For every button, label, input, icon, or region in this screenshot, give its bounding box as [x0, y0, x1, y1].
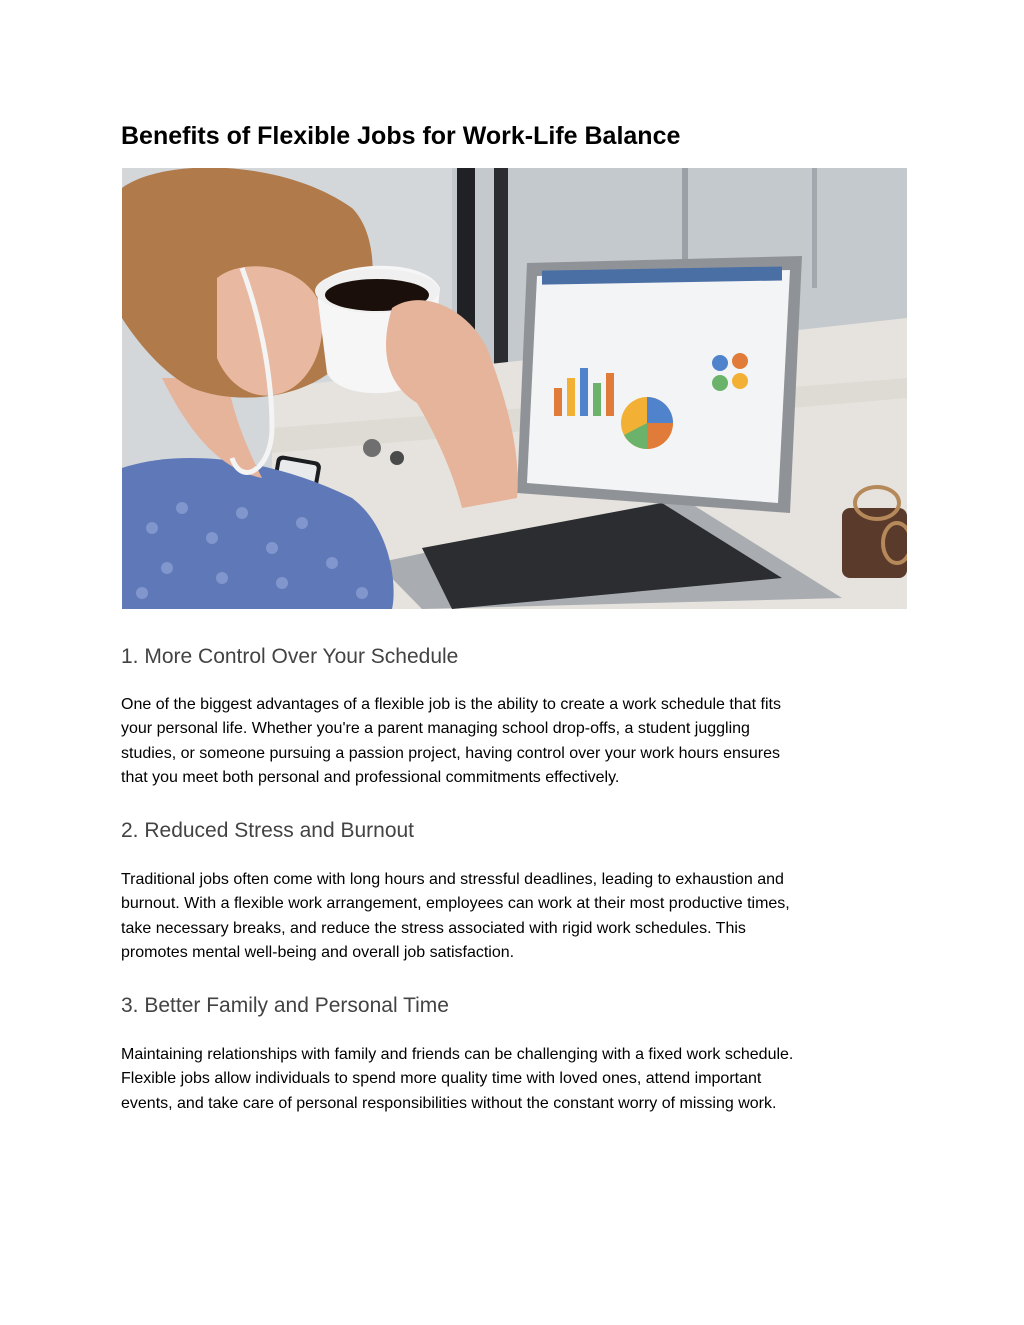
section-paragraph-1	[121, 693, 911, 791]
paragraph-line: Flexible jobs allow individuals to spend more quality time with loved ones, attend important	[121, 1070, 762, 1088]
paragraph-line: One of the biggest advantages of a flexible job is the ability to create a work schedule that fits	[121, 696, 781, 713]
hero-image	[122, 168, 907, 609]
paragraph-line: Maintaining relationships with family and friends can be challenging with a fixed work schedule.	[121, 1046, 794, 1063]
paragraph-line: studies, or someone pursuing a passion project, having control over your work hours ensures	[121, 744, 781, 762]
section-heading-3: 3. Better Family and Personal Time	[121, 994, 449, 1017]
section-paragraph-3	[121, 1043, 911, 1116]
paragraph-line: take necessary breaks, and reduce the stress associated with rigid work schedules. This	[121, 919, 746, 937]
section-heading-2: 2. Reduced Stress and Burnout	[121, 819, 415, 842]
page-title: Benefits of Flexible Jobs for Work-Life Balance	[121, 122, 681, 150]
section-paragraph-2	[121, 868, 911, 966]
section-heading-1: 1. More Control Over Your Schedule	[121, 645, 459, 668]
paragraph-line: your personal life. Whether you're a parent managing school drop-offs, a student juggling	[121, 720, 750, 738]
paragraph-line: Traditional jobs often come with long hours and stressful deadlines, leading to exhaustion and	[121, 871, 784, 888]
paragraph-line: that you meet both personal and professional commitments effectively.	[121, 769, 620, 787]
paragraph-line: burnout. With a flexible work arrangement, employees can work at their most productive times,	[121, 895, 790, 913]
paragraph-line: promotes mental well-being and overall job satisfaction.	[121, 944, 515, 962]
paragraph-line: events, and take care of personal responsibilities without the constant worry of missing work.	[121, 1094, 777, 1112]
photo-woman-coffee-laptop-icon	[122, 168, 907, 609]
